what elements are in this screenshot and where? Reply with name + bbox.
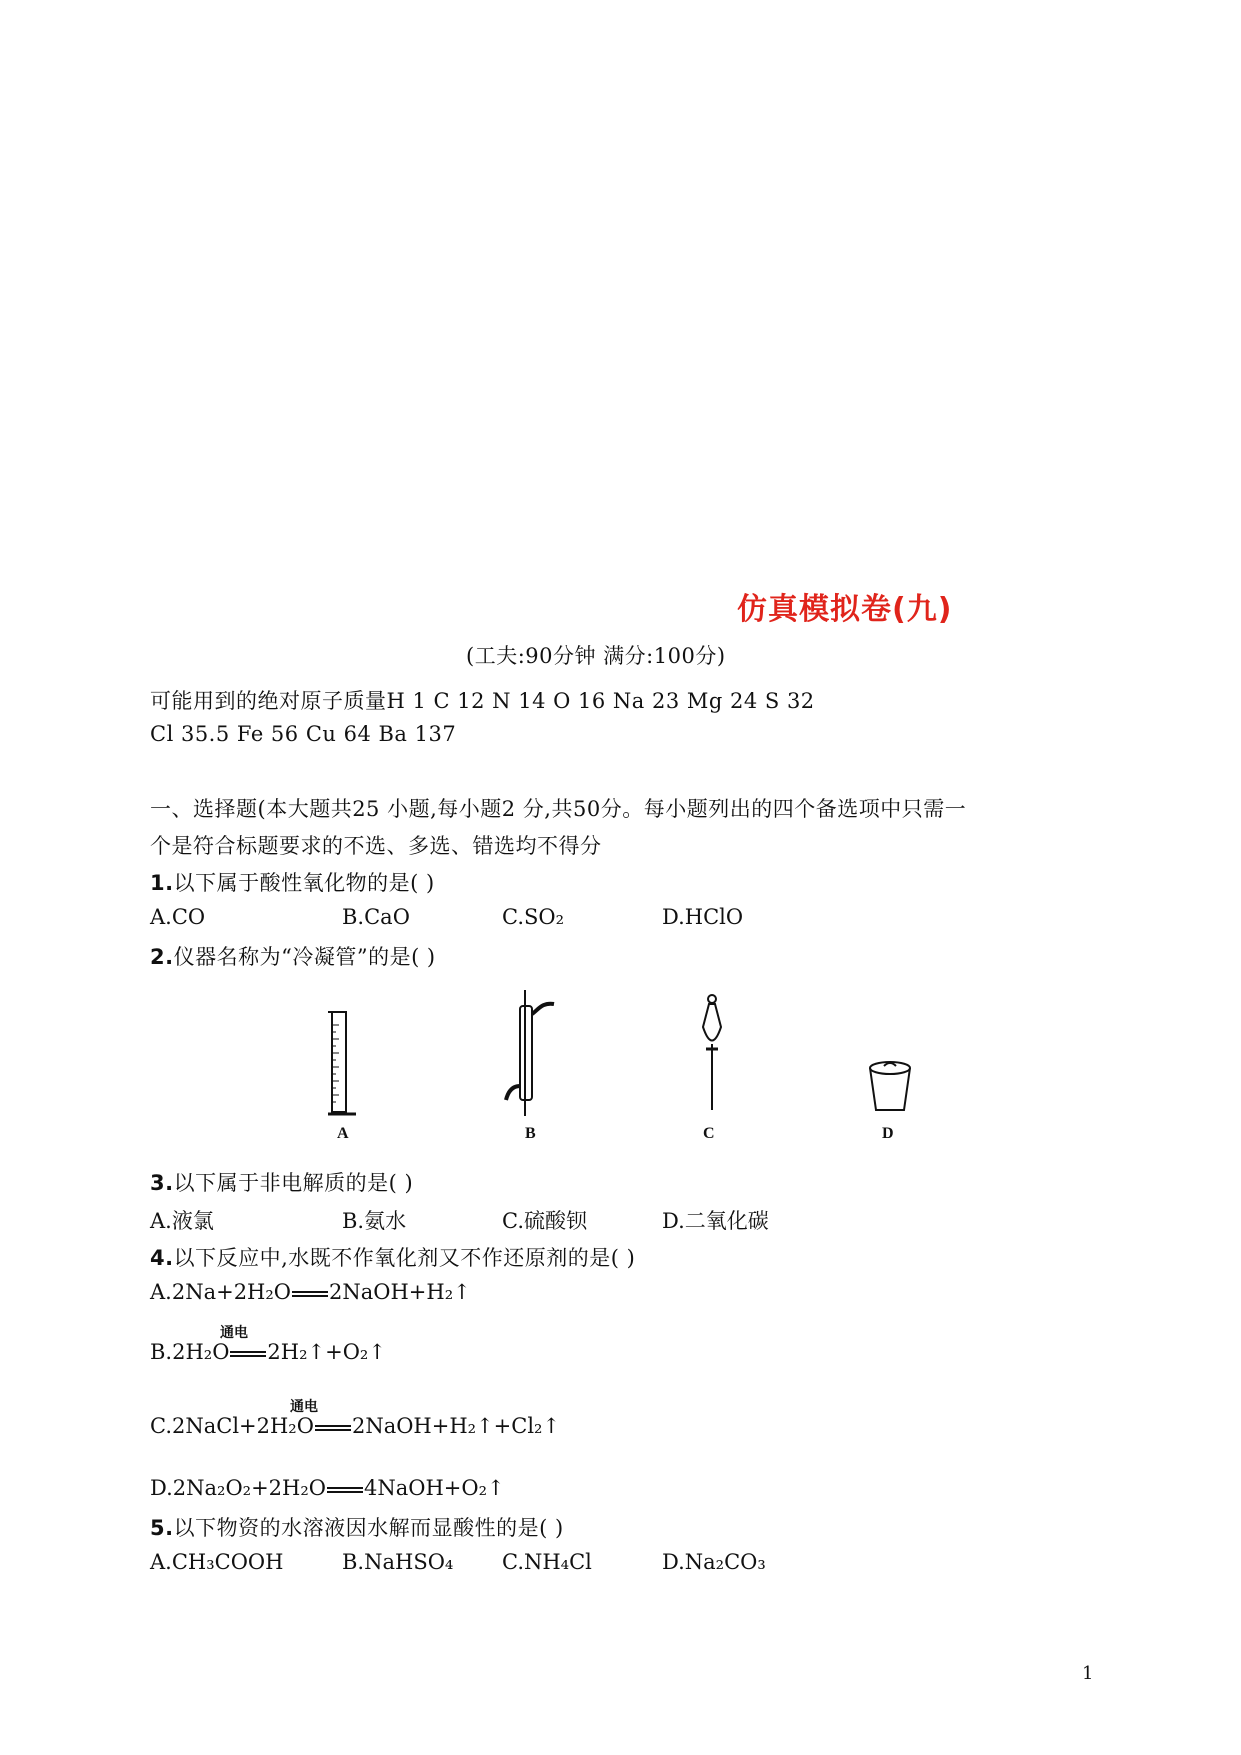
atomic-masses-line-2: Cl 35.5 Fe 56 Cu 64 Ba 137	[150, 722, 457, 746]
option-d: D.二氧化碳	[662, 1209, 769, 1233]
figure-label-d: D	[882, 1125, 894, 1142]
graduated-cylinder-icon	[322, 1010, 362, 1120]
question-number: 4.	[150, 1246, 174, 1270]
question-number: 3.	[150, 1171, 174, 1195]
option-a: A.CH₃COOH	[150, 1550, 284, 1574]
separatory-funnel-icon	[692, 992, 732, 1117]
equals-sign	[327, 1487, 363, 1493]
equals-sign	[292, 1291, 328, 1297]
question-1	[150, 867, 435, 897]
equation-products: 4NaOH+O₂↑	[363, 1476, 505, 1500]
option-c: C.硫酸钡	[502, 1209, 587, 1233]
option-d: D.HClO	[662, 905, 744, 929]
option-a: A.液氯	[150, 1209, 214, 1233]
figure-label-b: B	[525, 1125, 536, 1142]
option-b: B.NaHSO₄	[342, 1550, 454, 1574]
option-d-equation	[150, 1476, 505, 1500]
equation-products: 2H₂↑+O₂↑	[267, 1340, 386, 1364]
equals-sign	[230, 1351, 266, 1357]
crucible-icon	[866, 1058, 916, 1118]
figure-label-c: C	[703, 1125, 715, 1142]
option-c-equation	[150, 1414, 560, 1438]
question-4	[150, 1242, 635, 1272]
equation-reactants: C.2NaCl+2H₂O	[150, 1414, 314, 1438]
page-title: 仿真模拟卷(九)	[737, 592, 953, 627]
question-number: 1.	[150, 871, 174, 895]
question-5	[150, 1512, 564, 1542]
equation-reactants: B.2H₂O	[150, 1340, 230, 1364]
atomic-masses-line-1: 可能用到的绝对原子质量H 1 C 12 N 14 O 16 Na 23 Mg 24 S 32	[150, 689, 815, 713]
question-number: 5.	[150, 1516, 174, 1540]
question-2	[150, 941, 436, 971]
option-a: A.CO	[150, 905, 206, 929]
exam-subtitle: (工夫:90分钟 满分:100分)	[466, 644, 726, 668]
option-b: B.CaO	[342, 905, 410, 929]
question-text: 以下属于酸性氧化物的是( )	[173, 871, 435, 895]
section-heading-line-1: 一、选择题(本大题共25 小题,每小题2 分,共50分。每小题列出的四个备选项中只需一	[150, 797, 967, 821]
question-text: 仪器名称为“冷凝管”的是( )	[173, 945, 436, 969]
page-number: 1	[1082, 1663, 1094, 1684]
option-a-equation	[150, 1280, 471, 1304]
option-b-equation	[150, 1340, 386, 1364]
equals-sign	[315, 1425, 351, 1431]
equation-products: 2NaOH+H₂↑+Cl₂↑	[351, 1414, 561, 1438]
reaction-condition: 通电	[290, 1399, 318, 1415]
question-number: 2.	[150, 945, 174, 969]
figure-label-a: A	[337, 1125, 349, 1142]
equation-reactants: A.2Na+2H₂O	[150, 1280, 292, 1304]
option-c: C.SO₂	[502, 905, 565, 929]
condenser-icon	[500, 988, 560, 1118]
question-text: 以下反应中,水既不作氧化剂又不作还原剂的是( )	[173, 1246, 636, 1270]
section-heading-line-2: 个是符合标题要求的不选、多选、错选均不得分	[150, 834, 602, 858]
option-b: B.氨水	[342, 1209, 407, 1233]
equation-reactants: D.2Na₂O₂+2H₂O	[150, 1476, 326, 1500]
option-d: D.Na₂CO₃	[662, 1550, 766, 1574]
question-3	[150, 1167, 413, 1197]
question-text: 以下属于非电解质的是( )	[173, 1171, 414, 1195]
question-text: 以下物资的水溶液因水解而显酸性的是( )	[173, 1516, 564, 1540]
reaction-condition: 通电	[220, 1325, 248, 1341]
equation-products: 2NaOH+H₂↑	[329, 1280, 471, 1304]
option-c: C.NH₄Cl	[502, 1550, 592, 1574]
